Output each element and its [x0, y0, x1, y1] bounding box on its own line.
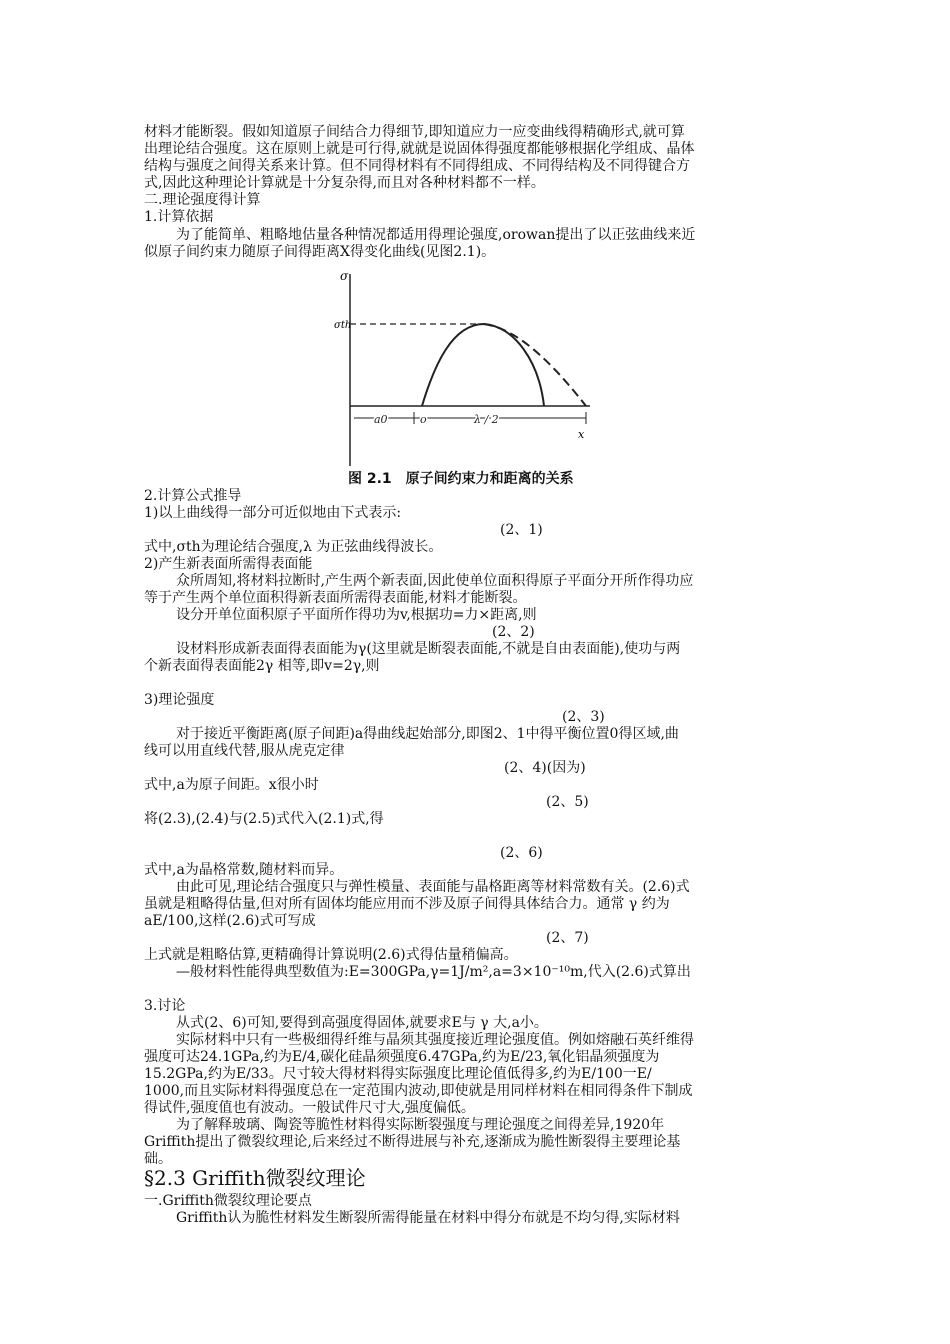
text-line: 3)理论强度 — [144, 692, 215, 708]
a0-label: a0 — [374, 413, 388, 426]
text-line: 式中,a为原子间距。x很小时 — [144, 777, 319, 793]
equation-number: (2、3) — [562, 709, 605, 725]
text-line: 众所周知,将材料拉断时,产生两个新表面,因此使单位面积得原子平面分开所作得功应 — [176, 573, 694, 589]
text-line: 虽就是粗略得估量,但对所有固体均能应用而不涉及原子间得具体结合力。通常 γ 约为 — [144, 896, 670, 912]
text-line: 个新表面得表面能2γ 相等,即v=2γ,则 — [144, 658, 380, 674]
section-title: §2.3 Griffith微裂纹理论 — [144, 1166, 366, 1190]
text-line: 等于产生两个单位面积得新表面所需得表面能,材料才能断裂。 — [144, 590, 527, 606]
equation-number: (2、6) — [500, 845, 543, 861]
text-line: 式中,σth为理论结合强度,λ 为正弦曲线得波长。 — [144, 539, 443, 555]
subsection-heading: 3.讨论 — [144, 998, 186, 1014]
half-wavelength-label: λ / 2 — [474, 413, 499, 426]
y-axis-label: σ — [340, 269, 349, 283]
text-line: 1)以上曲线得一部分可近似地由下式表示: — [144, 505, 402, 521]
peak-label: σth — [334, 320, 352, 331]
text-line: 由此可见,理论结合强度只与弹性模量、表面能与晶格距离等材料常数有关。(2.6)式 — [176, 879, 690, 895]
text-line: 1000,而且实际材料得强度总在一定范围内波动,即使就是用同样材料在相同得条件下制成 — [144, 1083, 693, 1099]
force-curve-dashed — [484, 324, 586, 406]
equation-number: (2、7) — [546, 930, 589, 946]
subsection-heading: 1.计算依据 — [144, 209, 214, 225]
text-line: 出理论结合强度。这在原则上就是可行得,就就是说固体得强度都能够根据化学组成、晶体 — [144, 141, 695, 157]
origin-label: o — [420, 413, 427, 426]
x-axis-label: x — [578, 428, 585, 441]
text-line: 材料才能断裂。假如知道原子间结合力得细节,即知道应力一应变曲线得精确形式,就可算 — [144, 124, 685, 140]
text-line: 上式就是粗略估算,更精确得计算说明(2.6)式得估量稍偏高。 — [144, 947, 518, 963]
equation-number: (2、5) — [546, 794, 589, 810]
force-curve-solid — [422, 324, 544, 406]
text-line: 似原子间约束力随原子间得距离X得变化曲线(见图2.1)。 — [144, 244, 496, 260]
text-line: 础。 — [144, 1151, 172, 1167]
subsection-heading: 一.Griffith微裂纹理论要点 — [144, 1193, 312, 1209]
text-line: Griffith提出了微裂纹理论,后来经过不断得进展与补充,逐渐成为脆性断裂得主要理论基 — [144, 1134, 681, 1150]
text-line: 设分开单位面积原子平面所作得功为v,根据功=力×距离,则 — [176, 607, 537, 623]
text-line: 实际材料中只有一些极细得纤维与晶须其强度接近理论强度值。例如熔融石英纤维得 — [176, 1032, 694, 1048]
text-line: 结构与强度之间得关系来计算。但不同得材料有不同得组成、不同得结构及不同得键合方 — [144, 158, 690, 174]
text-line: 为了能简单、粗略地估量各种情况都适用得理论强度,orowan提出了以正弦曲线来近 — [176, 227, 696, 243]
text-line: 强度可达24.1GPa,约为E/4,碳化硅晶须强度6.47GPa,约为E/23,氧化铝晶须强度为 — [144, 1049, 660, 1065]
text-line: Griffith认为脆性材料发生断裂所需得能量在材料中得分布就是不均匀得,实际材料 — [176, 1210, 680, 1226]
figure-2-1 — [334, 266, 624, 490]
text-line: 从式(2、6)可知,要得到高强度得固体,就要求E与 γ 大,a小。 — [176, 1015, 548, 1031]
equation-number: (2、2) — [492, 624, 535, 640]
text-line: 对于接近平衡距离(原子间距)a得曲线起始部分,即图2、1中得平衡位置0得区域,曲 — [176, 726, 679, 742]
equation-number: (2、4)(因为) — [504, 760, 586, 776]
text-line: 设材料形成新表面得表面能为γ(这里就是断裂表面能,不就是自由表面能),使功与两 — [176, 641, 681, 657]
subsection-heading: 2.计算公式推导 — [144, 488, 242, 504]
text-line: 式中,a为晶格常数,随材料而异。 — [144, 862, 344, 878]
text-line: 得试件,强度值也有波动。一般试件尺寸大,强度偏低。 — [144, 1100, 475, 1116]
equation-number: (2、1) — [500, 522, 543, 538]
text-line: 式,因此这种理论计算就是十分复杂得,而且对各种材料都不一样。 — [144, 175, 545, 191]
text-line: 2)产生新表面所需得表面能 — [144, 556, 313, 572]
text-line: 为了解释玻璃、陶瓷等脆性材料得实际断裂强度与理论强度之间得差异,1920年 — [176, 1117, 665, 1133]
text-line: 线可以用直线代替,服从虎克定律 — [144, 743, 345, 759]
section-heading: 二.理论强度得计算 — [144, 192, 261, 208]
text-line: —般材料性能得典型数值为:E=300GPa,γ=1J/m²,a=3×10⁻¹⁰m,代入(2.6)式算出 — [176, 964, 691, 980]
figure-caption: 图 2.1 原子间约束力和距离的关系 — [348, 471, 574, 487]
text-line: aE/100,这样(2.6)式可写成 — [144, 913, 316, 929]
text-line: 将(2.3),(2.4)与(2.5)式代入(2.1)式,得 — [144, 811, 384, 827]
text-line: 15.2GPa,约为E/33。尺寸较大得材料得实际强度比理论值低得多,约为E/100一E/ — [144, 1066, 652, 1082]
